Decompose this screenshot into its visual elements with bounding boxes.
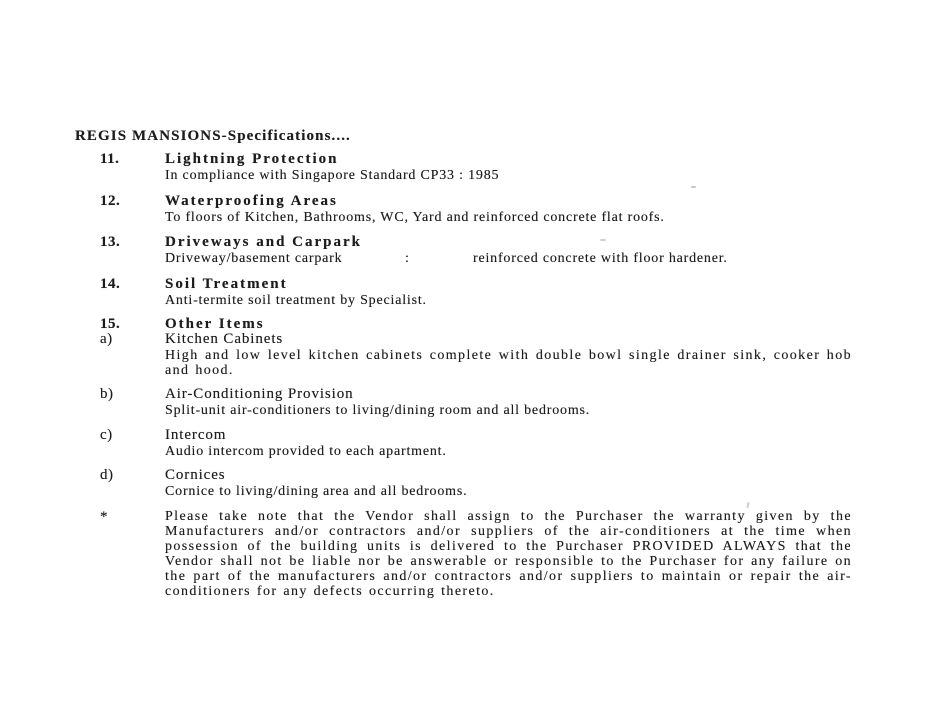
item-body bbox=[165, 251, 852, 266]
document-title: REGIS MANSIONS-Specifications.... bbox=[75, 128, 351, 144]
item-title: Lightning Protection bbox=[165, 151, 339, 167]
subitem-body: Cornice to living/dining area and all bedrooms. bbox=[165, 484, 468, 499]
spec-subitem-c bbox=[100, 427, 852, 459]
note-text: Please take note that the Vendor shall assign to the Purchaser the warranty given by the Manufacturers and/or contractors and/or suppliers of the air-conditioners at the time when possession of the building units is delivered to the Purchaser PROVIDED ALWAYS that the Vendor shall not be liable nor be answerable or responsible to the Purchaser for any failure on the part of the manufacturers and/or contractors and/or suppliers to maintain or repair the air-conditioners for any defects occurring thereto. bbox=[165, 509, 852, 599]
scan-speck bbox=[691, 186, 696, 188]
item-title: Soil Treatment bbox=[165, 276, 288, 292]
subitem-title: Intercom bbox=[165, 427, 227, 443]
item-body: In compliance with Singapore Standard CP33 : 1985 bbox=[165, 168, 500, 183]
spec-item-13 bbox=[100, 234, 852, 266]
subitem-letter: c) bbox=[100, 427, 113, 443]
subitem-letter: b) bbox=[100, 386, 114, 402]
item-title: Waterproofing Areas bbox=[165, 193, 338, 209]
spec-item-11 bbox=[100, 151, 852, 183]
spec-subitem-a bbox=[100, 331, 852, 378]
subitem-title: Cornices bbox=[165, 467, 226, 483]
item-number: 14. bbox=[100, 276, 121, 292]
subitem-title: Air-Conditioning Provision bbox=[165, 386, 354, 402]
spec-item-14 bbox=[100, 276, 852, 308]
subitem-body: Split-unit air-conditioners to living/dining room and all bedrooms. bbox=[165, 403, 591, 418]
subitem-letter: a) bbox=[100, 331, 113, 347]
spec-separator: : bbox=[405, 251, 410, 266]
subitem-body: Audio intercom provided to each apartment. bbox=[165, 444, 447, 459]
item-number: 12. bbox=[100, 193, 121, 209]
item-body: To floors of Kitchen, Bathrooms, WC, Yard and reinforced concrete flat roofs. bbox=[165, 210, 665, 225]
spec-label: Driveway/basement carpark bbox=[165, 251, 343, 266]
scan-speck bbox=[600, 239, 606, 241]
warranty-note bbox=[100, 509, 852, 599]
spec-subitem-b bbox=[100, 386, 852, 418]
item-title: Other Items bbox=[165, 316, 265, 332]
item-body: Anti-termite soil treatment by Specialist. bbox=[165, 293, 427, 308]
note-asterisk: * bbox=[100, 509, 108, 525]
item-number: 13. bbox=[100, 234, 121, 250]
item-title: Driveways and Carpark bbox=[165, 234, 363, 250]
spec-item-12 bbox=[100, 193, 852, 225]
item-number: 15. bbox=[100, 316, 121, 332]
item-number: 11. bbox=[100, 151, 120, 167]
subitem-body: High and low level kitchen cabinets complete with double bowl single drainer sink, cooker hob and hood. bbox=[165, 348, 852, 378]
scan-speck bbox=[746, 502, 749, 508]
subitem-letter: d) bbox=[100, 467, 114, 483]
spec-value: reinforced concrete with floor hardener. bbox=[473, 251, 728, 266]
subitem-title: Kitchen Cabinets bbox=[165, 331, 284, 347]
spec-subitem-d bbox=[100, 467, 852, 499]
